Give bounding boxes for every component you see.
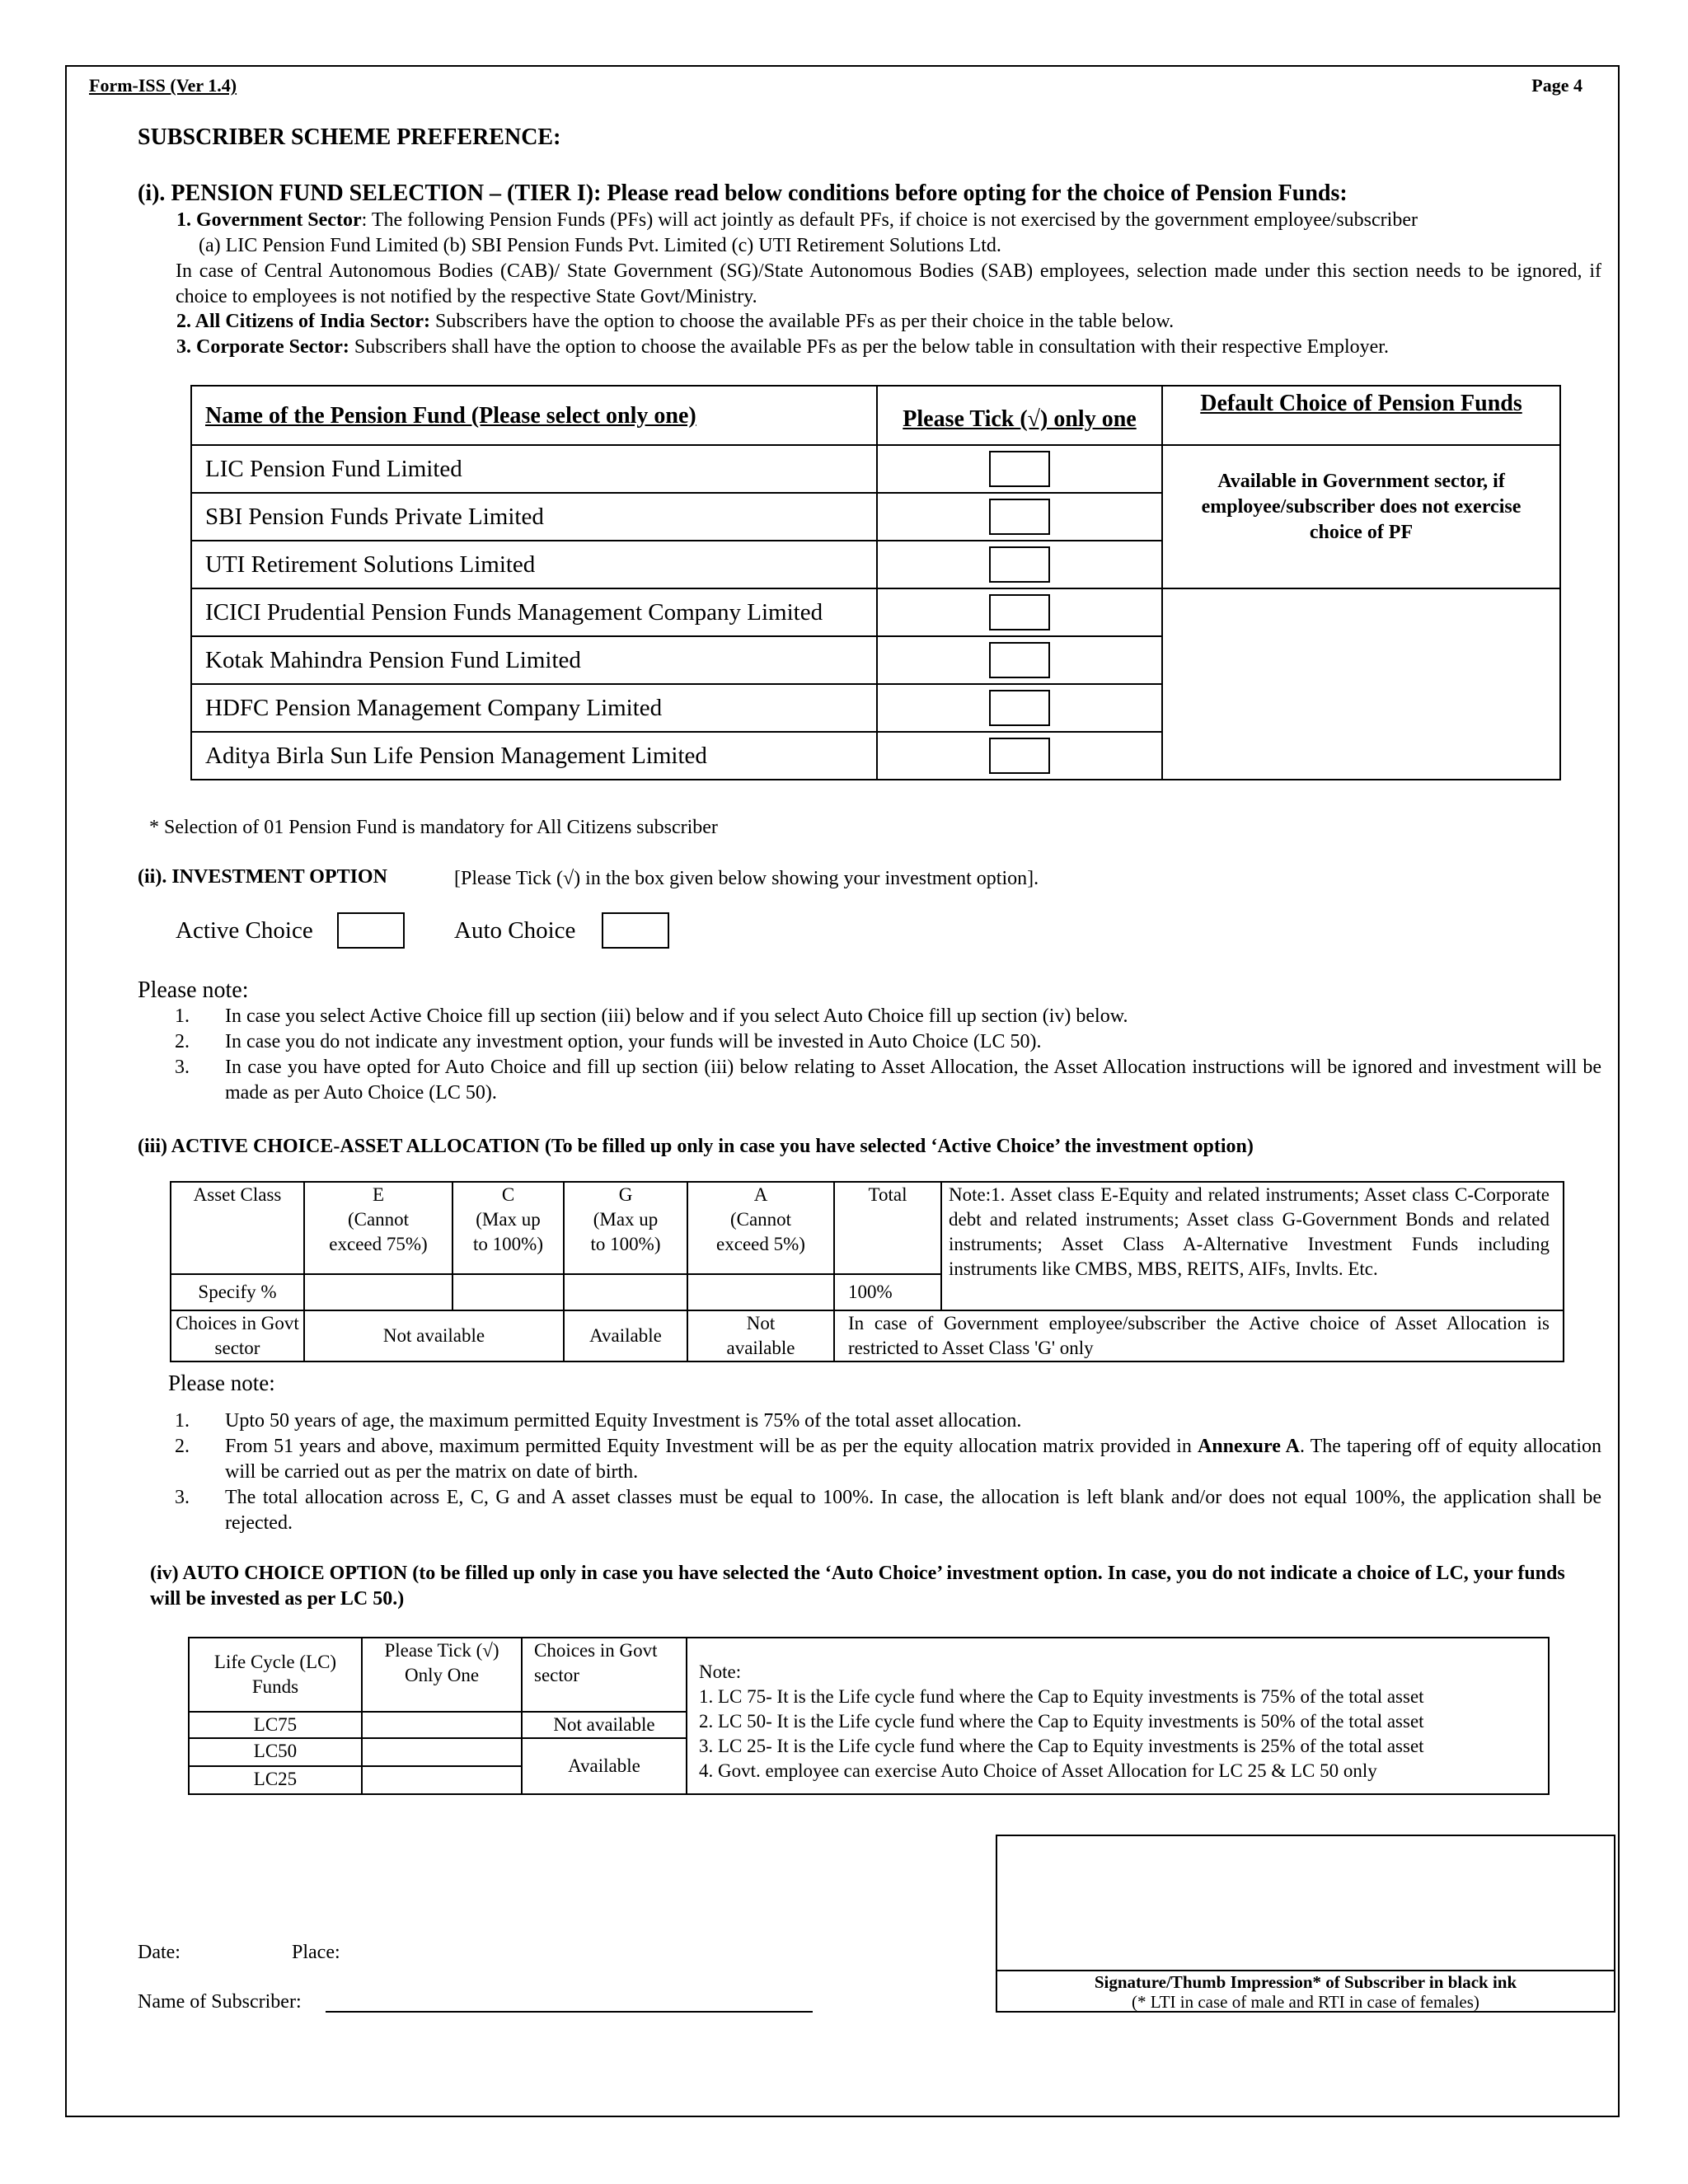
col-asset-class: Asset Class [171, 1182, 304, 1274]
section-3-heading: (iii) ACTIVE CHOICE-ASSET ALLOCATION (To be filled up only in case you have selected ‘Active Choice’ the investment option) [138, 1136, 1254, 1157]
section-1-heading: (i). PENSION FUND SELECTION – (TIER I): Please read below conditions before opting for the choice of Pension Funds: [138, 180, 1348, 206]
corporate-sector-text: 3. Corporate Sector: Subscribers shall have the option to choose the available PFs as per the below table in consultation with their respective Employer. [176, 336, 1389, 358]
specify-e-input[interactable] [304, 1274, 452, 1310]
life-cycle-table [188, 1637, 1550, 1795]
specify-c-input[interactable] [452, 1274, 564, 1310]
table-row [191, 588, 1560, 636]
pf-name: ICICI Prudential Pension Funds Management Company Limited [191, 588, 877, 636]
pf-header-name: Name of the Pension Fund (Please select only one) [205, 402, 696, 429]
place-label: Place: [292, 1942, 340, 1963]
pf-name: Kotak Mahindra Pension Fund Limited [191, 636, 877, 684]
lc75-not-available: Not available [522, 1712, 687, 1738]
pf-name: HDFC Pension Management Company Limited [191, 684, 877, 732]
signature-box[interactable] [996, 1835, 1615, 2013]
table-row [191, 445, 1560, 493]
investment-notes [138, 1004, 1601, 1106]
pf-name: UTI Retirement Solutions Limited [191, 541, 877, 588]
pf-header-default: Default Choice of Pension Funds [1200, 391, 1522, 416]
please-note-label-2: Please note: [168, 1371, 275, 1395]
asset-allocation-table: Asset Class E (Cannot exceed 75%) C (Max up to 100%) G (Max up to 100%) A (Cannot exceed 5%) Total Note:1. Asset class E-Equity and related instruments; Asset class C-Corporate debt and related instruments; Asset class G-Government Bonds and related instruments; Asset Class A-Alternative Investment Funds including instruments like CMBS, MBS, REITS, AIFs, Invlts. Etc. Specify % 100% Choices in Govt sector Not available Available Not available In case of Government employee/subscriber the Active choice of Asset Allocation is restricted to Asset Class 'G' only [170, 1181, 1564, 1362]
pf-tick-box-kotak[interactable] [989, 642, 1050, 678]
annexure-a-link: Annexure A [1197, 1436, 1300, 1457]
investment-option-instruction: [Please Tick (√) in the box given below showing your investment option]. [454, 868, 1039, 889]
list-item: 1. In case you select Active Choice fill up section (iii) below and if you select Auto Choice fill up section (iv) below. [175, 1005, 1128, 1027]
col-total: Total [834, 1182, 941, 1274]
lc75-label: LC75 [189, 1712, 362, 1738]
auto-choice-label: Auto Choice [454, 917, 576, 944]
specify-g-input[interactable] [564, 1274, 687, 1310]
lc-notes: Note: 1. LC 75- It is the Life cycle fund where the Cap to Equity investments is 75% of the total asset 2. LC 50- It is the Life cycle fund where the Cap to Equity investments is 50% of the total asset 3. LC 25- It is the Life cycle fund where the Cap to Equity investments is 25% of the total asset 4. Govt. employee can exercise Auto Choice of Asset Allocation for LC 25 & LC 50 only [687, 1638, 1549, 1794]
asset-class-note: Note:1. Asset class E-Equity and related instruments; Asset class C-Corporate debt and related instruments; Asset class G-Government Bonds and related instruments; Asset Class A-Alternative Investment Funds including instruments like CMBS, MBS, REITS, AIFs, Invlts. Etc. [941, 1182, 1564, 1310]
pf-tick-box-uti[interactable] [989, 546, 1050, 583]
ec-not-available: Not available [304, 1310, 564, 1361]
list-item: 1. Upto 50 years of age, the maximum permitted Equity Investment is 75% of the total asset allocation. [175, 1410, 1022, 1432]
citizens-sector-text: 2. All Citizens of India Sector: Subscribers have the option to choose the available PFs as per their choice in the table below. [176, 311, 1175, 332]
col-lc-funds: Life Cycle (LC) Funds [189, 1638, 362, 1712]
lc50-tick[interactable] [362, 1738, 522, 1766]
specify-label: Specify % [171, 1274, 304, 1310]
asset-allocation-notes [138, 1408, 1601, 1536]
pf-tick-box-lic[interactable] [989, 451, 1050, 487]
pf-tick-box-hdfc[interactable] [989, 690, 1050, 726]
govt-sector-text: 1. Government Sector: The following Pension Funds (PFs) will act jointly as default PFs, if choice is not exercised by the government employee/subscriber [176, 209, 1418, 231]
form-id: Form-ISS (Ver 1.4) [89, 75, 237, 96]
subscriber-name-line[interactable] [326, 2011, 813, 2013]
col-govt-sector: Choices in Govt sector [522, 1638, 687, 1712]
auto-choice-checkbox[interactable] [602, 912, 669, 949]
specify-a-input[interactable] [687, 1274, 834, 1310]
signature-note: (* LTI in case of male and RTI in case of females) [1132, 1992, 1479, 2012]
lc25-label: LC25 [189, 1766, 362, 1794]
pf-tick-box-icici[interactable] [989, 594, 1050, 630]
list-item: 2. From 51 years and above, maximum permitted Equity Investment will be as per the equity allocation matrix provided in Annexure A. The tapering off of equity allocation will be carried out as per the matrix on date of birth. [175, 1436, 1602, 1483]
list-item: 2. In case you do not indicate any investment option, your funds will be invested in Auto Choice (LC 50). [175, 1031, 1042, 1052]
total-value: 100% [834, 1274, 941, 1310]
govt-sector-label: Choices in Govt sector [171, 1310, 304, 1361]
section-4-heading: (iv) AUTO CHOICE OPTION (to be filled up only in case you have selected the ‘Auto Choice’ investment option. In case, you do not indicate a choice of LC, your funds will be invested as per LC 50.) [150, 1563, 1565, 1610]
g-available: Available [564, 1310, 687, 1361]
lc-available: Available [522, 1738, 687, 1794]
govt-asset-note: In case of Government employee/subscriber the Active choice of Asset Allocation is restricted to Asset Class 'G' only [834, 1310, 1564, 1361]
page-number: Page 4 [1531, 75, 1582, 96]
signature-label: Signature/Thumb Impression* of Subscriber in black ink [1094, 1972, 1517, 1992]
mandatory-note: * Selection of 01 Pension Fund is mandatory for All Citizens subscriber [149, 817, 718, 838]
pf-name: LIC Pension Fund Limited [191, 445, 877, 493]
date-label: Date: [138, 1942, 181, 1963]
pf-name: Aditya Birla Sun Life Pension Management Limited [191, 732, 877, 780]
please-note-label: Please note: [138, 977, 249, 1003]
lc75-tick[interactable] [362, 1712, 522, 1738]
pf-tick-box-sbi[interactable] [989, 499, 1050, 535]
list-item: 3. In case you have opted for Auto Choice and fill up section (iii) below relating to Asset Allocation, the Asset Allocation instructions will be ignored and investment will be made as per Auto Choice (LC 50). [175, 1057, 1601, 1104]
section-2-heading: (ii). INVESTMENT OPTION [138, 866, 387, 888]
active-choice-checkbox[interactable] [337, 912, 405, 949]
col-tick: Please Tick (√) Only One [362, 1638, 522, 1712]
lc50-label: LC50 [189, 1738, 362, 1766]
pf-header-tick: Please Tick (√) only one [903, 406, 1137, 432]
pf-name: SBI Pension Funds Private Limited [191, 493, 877, 541]
cab-text: In case of Central Autonomous Bodies (CAB)/ State Government (SG)/State Autonomous Bodies (SAB) employees, selection made under this section needs to be ignored, if choice to employees is not notified by the respective State Govt/Ministry. [176, 260, 1601, 307]
subscriber-name-label: Name of Subscriber: [138, 1991, 302, 2013]
pf-tick-box-aditya-birla[interactable] [989, 738, 1050, 774]
default-choice-note: Available in Government sector, if employee/subscriber does not exercise choice of PF [1201, 471, 1522, 543]
govt-default-funds: (a) LIC Pension Fund Limited (b) SBI Pension Funds Pvt. Limited (c) UTI Retirement Solutions Ltd. [199, 235, 1001, 256]
a-not-available: Not available [687, 1310, 834, 1361]
pension-fund-table [190, 385, 1561, 780]
list-item: 3. The total allocation across E, C, G and A asset classes must be equal to 100%. In case, the allocation is left blank and/or does not equal 100%, the application shall be rejected. [175, 1487, 1601, 1534]
govt-sector-label: 1. Government Sector [176, 209, 362, 231]
page-title: SUBSCRIBER SCHEME PREFERENCE: [138, 124, 561, 150]
lc25-tick[interactable] [362, 1766, 522, 1794]
active-choice-label: Active Choice [176, 917, 313, 944]
